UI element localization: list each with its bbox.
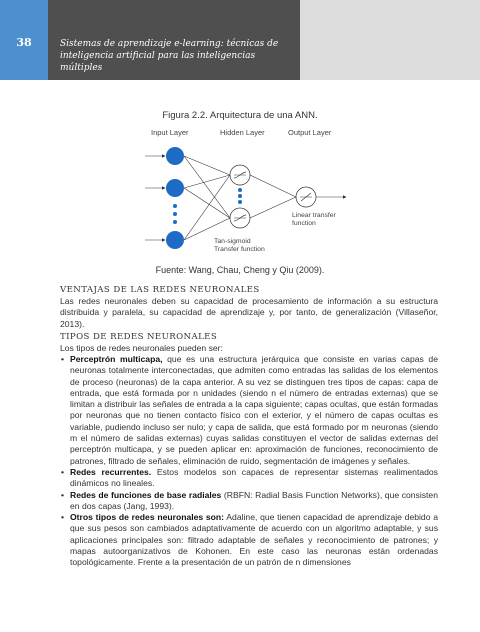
output-node [296, 187, 316, 207]
input-layer-label: Input Layer [151, 128, 189, 137]
sigmoid-curve [234, 215, 246, 221]
input-hidden-edge [184, 156, 230, 175]
hidden-layer-label: Hidden Layer [220, 128, 265, 137]
page-number: 38 [16, 36, 32, 49]
hidden-output-edge [250, 197, 296, 218]
list-item [60, 512, 438, 568]
item-text: (RBFN: Radial Basis Function Networks), que consisten en dos capas (Jang, 1993). [70, 489, 438, 511]
tipos-intro: Los tipos de redes neuronales pueden ser: [60, 343, 223, 353]
hidden-node [230, 165, 250, 185]
ellipsis-dot [173, 220, 177, 224]
tan-sigmoid-line1: Tan-sigmoid [214, 238, 251, 245]
list-item [60, 354, 438, 467]
item-term: Perceptrón multicapa, [70, 354, 163, 364]
page-number-tab [0, 0, 48, 80]
ellipsis-dot [173, 204, 177, 208]
linear-transfer-line1: Linear transfer [292, 212, 336, 219]
list-item [60, 467, 438, 490]
item-term: Otros tipos de redes neuronales son: [70, 512, 225, 523]
list-item [60, 490, 438, 513]
hidden-output-edge [250, 175, 296, 197]
ellipsis-dot [238, 200, 242, 204]
input-hidden-edge [184, 218, 230, 240]
page-header [0, 0, 480, 80]
input-node [166, 179, 184, 197]
input-node [166, 231, 184, 249]
ellipsis-dot [173, 212, 177, 216]
input-hidden-edge [184, 156, 230, 218]
item-term: Redes recurrentes. [70, 466, 152, 477]
linear-transfer-label [292, 212, 336, 228]
tan-sigmoid-line2: Transfer function [214, 246, 265, 253]
input-node [166, 147, 184, 165]
input-hidden-edge [184, 175, 230, 240]
tipos-heading: TIPOS DE REDES NEURONALES [60, 332, 218, 342]
linear-line [301, 193, 311, 201]
input-hidden-edge [184, 175, 230, 188]
item-text: Estos modelos son capaces de representar sistemas realimentados dinámicos no lineales. [70, 466, 438, 489]
ellipsis-dot [238, 188, 242, 192]
tan-sigmoid-label [214, 238, 265, 254]
network-types-list [60, 354, 438, 569]
item-term: Redes de funciones de base radiales [70, 489, 222, 500]
sigmoid-curve [234, 172, 246, 178]
item-text: Adaline, que tienen capacidad de aprendizaje debido a que sus pesos son cambiados adaptativamente de acuerdo con un algoritmo adaptable, y sus aplicaciones principales son: filtrado adaptable de señales y reconocimiento de patrones; y mapas autoorganizativos de Kohonen. En este caso las neuronas están ordenadas topológicamente. Frente a la presentación de un patrón de n dimensiones [70, 512, 438, 568]
hidden-node [230, 208, 250, 228]
input-hidden-edge [184, 188, 230, 218]
ventajas-heading: VENTAJAS DE LAS REDES NEURONALES [60, 285, 260, 295]
output-layer-label: Output Layer [288, 128, 332, 137]
linear-transfer-line2: function [292, 220, 316, 227]
running-title: Sistemas de aprendizaje e-learning: técnicas de inteligencia artificial para las inteligencias múltiples [60, 39, 279, 73]
ventajas-paragraph: Las redes neuronales deben su capacidad de procesamiento de información a su estructura distribuida y paralela, su capacidad de aprendizaje y, por tanto, de generalización (Villaseñor, 2013). [60, 296, 438, 329]
ellipsis-dot [238, 194, 242, 198]
item-text: que es una estructura jerárquica que consiste en varias capas de neuronas totalmente interconectadas, que admiten como entradas las salidas de los elementos de proceso (neuronas) de la capa anterior. A su vez se distinguen tres tipos de capas: capa de entrada, que está formada por n unidades (siendo n el número de entradas externas) que se limitan a distribuir las señales de entrada a la capa siguiente; capas ocultas, que están formadas por neuronas que no tienen contacto físico con el exterior, y el número de capas ocultas es variable, pudiendo incluso ser nulo; y capa de salida, que está formado por m neuronas (siendo m el número de salidas externas) cuyas salidas constituyen el vector de salidas externas del perceptrón multicapa, y se pueden aplicar en: aproximación de funciones, reconocimiento de patrones, filtrado de señales, eliminación de ruido, segmentación de imágenes y señales. [70, 354, 438, 466]
figure-caption: Figura 2.2. Arquitectura de una ANN. [162, 110, 318, 121]
figure-source: Fuente: Wang, Chau, Cheng y Qiu (2009). [155, 265, 325, 275]
